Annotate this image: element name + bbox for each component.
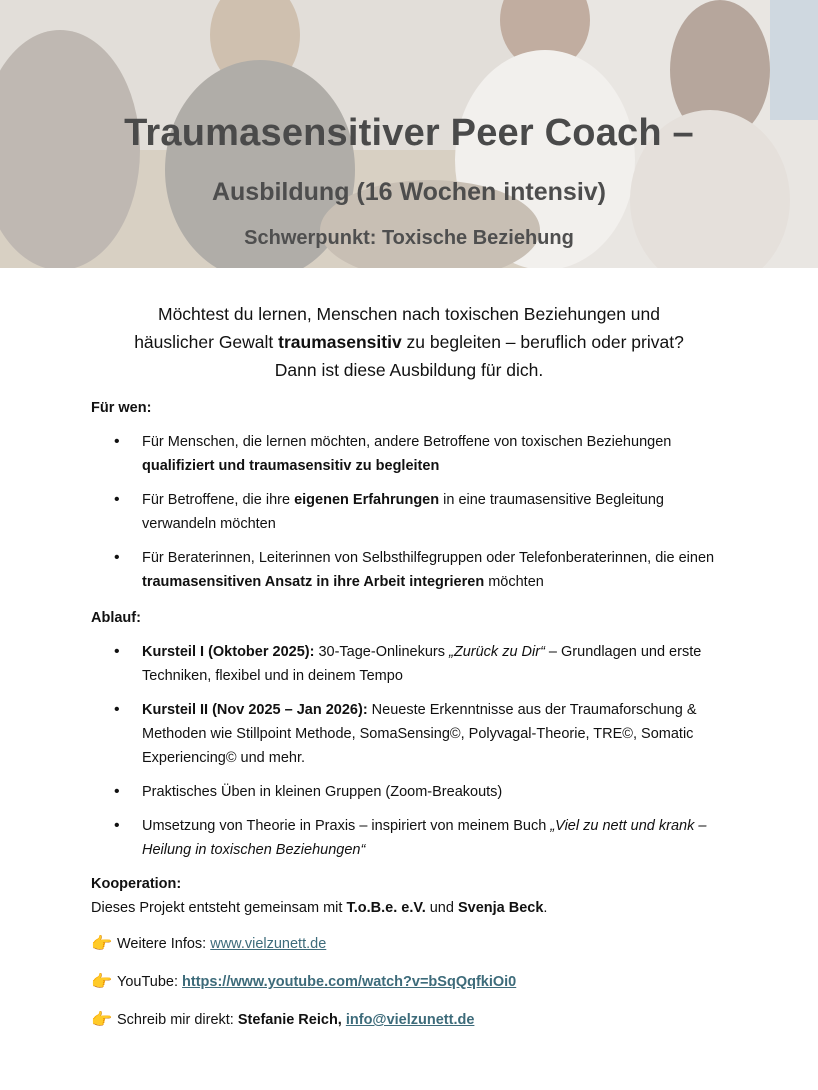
intro-line: häuslicher Gewalt traumasensitiv zu begleiten – beruflich oder privat? — [134, 332, 684, 352]
focus-heading: Schwerpunkt: Toxische Beziehung — [244, 227, 574, 249]
email-link[interactable]: info@vielzunett.de — [345, 1012, 475, 1028]
section-title-fuer-wen: Für wen: — [91, 400, 152, 416]
pointing-hand-icon: 👉 — [91, 934, 113, 953]
hero-banner — [0, 0, 818, 268]
page-title: Traumasensitiver Peer Coach – — [124, 112, 694, 154]
list-item: • Für Beraterinnen, Leiterinnen von Selbsthilfegruppen oder Telefonberaterinnen, die einen traumasensitiven Ansatz in ihre Arbeit integrieren möchten — [91, 546, 741, 594]
main-content — [91, 396, 741, 1032]
list-item: • Praktisches Üben in kleinen Gruppen (Zoom-Breakouts) — [91, 780, 741, 804]
contact-infos: 👉 Weitere Infos: www.vielzunett.de — [91, 932, 741, 956]
list-item: • Kursteil II (Nov 2025 – Jan 2026): Neueste Erkenntnisse aus der Traumaforschung & Methoden wie Stillpoint Methode, SomaSensing©, Polyvagal-Theorie, TRE©, Somatic Experiencing© und mehr. — [91, 698, 741, 770]
target-group-list — [91, 430, 741, 594]
intro-line: Möchtest du lernen, Menschen nach toxischen Beziehungen und — [158, 304, 660, 324]
website-link[interactable]: www.vielzunett.de — [210, 936, 327, 952]
cooperation-text: Dieses Projekt entsteht gemeinsam mit T.o.B.e. e.V. und Svenja Beck. — [91, 900, 548, 916]
schedule-list — [91, 640, 741, 862]
page-subtitle: Ausbildung (16 Wochen intensiv) — [211, 178, 606, 206]
contact-direct: 👉 Schreib mir direkt: Stefanie Reich, info@vielzunett.de — [91, 1008, 741, 1032]
intro-line: Dann ist diese Ausbildung für dich. — [274, 360, 544, 380]
pointing-hand-icon: 👉 — [91, 972, 113, 991]
intro-paragraph — [60, 300, 758, 384]
list-item: • Für Betroffene, die ihre eigenen Erfahrungen in eine traumasensitive Begleitung verwandeln möchten — [91, 488, 741, 536]
contact-youtube: 👉 YouTube: https://www.youtube.com/watch?v=bSqQqfkiOi0 — [91, 970, 741, 994]
pointing-hand-icon: 👉 — [91, 1010, 113, 1029]
section-title-ablauf: Ablauf: — [91, 610, 141, 626]
list-item: • Für Menschen, die lernen möchten, andere Betroffene von toxischen Beziehungen qualifiziert und traumasensitiv zu begleiten — [91, 430, 741, 478]
list-item: • Umsetzung von Theorie in Praxis – inspiriert von meinem Buch „Viel zu nett und krank – Heilung in toxischen Beziehungen“ — [91, 814, 741, 862]
section-title-kooperation: Kooperation: — [91, 876, 182, 892]
list-item: • Kursteil I (Oktober 2025): 30-Tage-Onlinekurs „Zurück zu Dir“ – Grundlagen und erste Techniken, flexibel und in deinem Tempo — [91, 640, 741, 688]
youtube-link[interactable]: https://www.youtube.com/watch?v=bSqQqfkiOi0 — [182, 974, 517, 990]
